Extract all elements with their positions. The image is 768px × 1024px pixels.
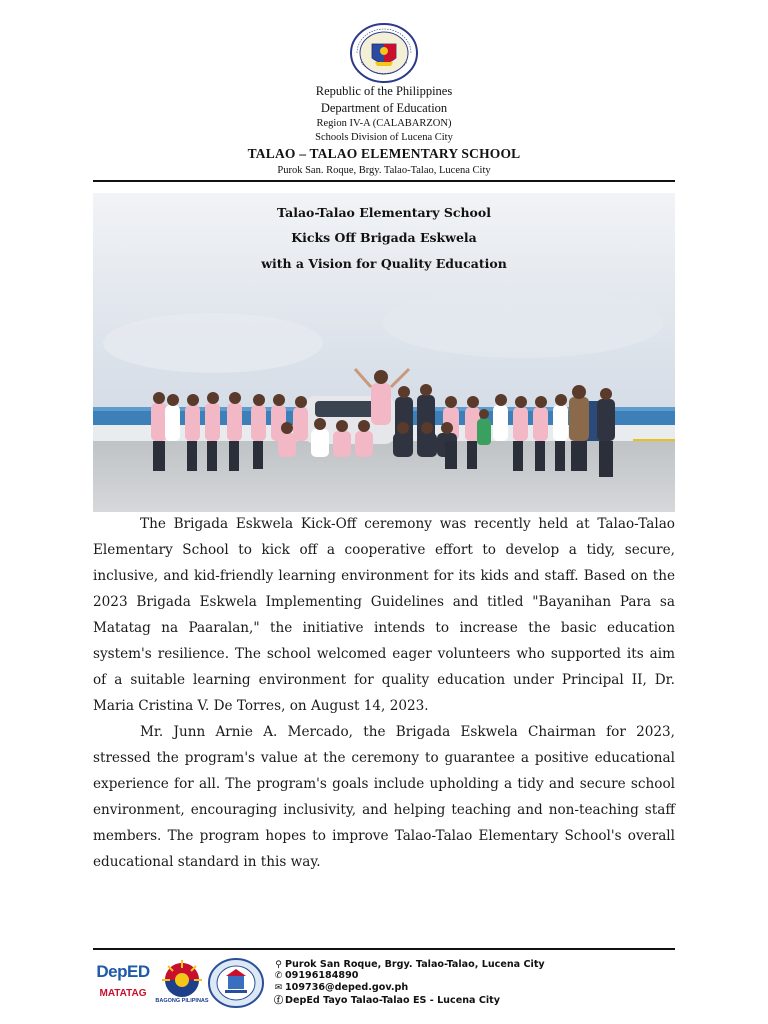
- location-icon: ⚲: [275, 960, 282, 970]
- headline-line-2: Kicks Off Brigada Eskwela: [291, 230, 477, 245]
- deped-matatag-logo: [96, 962, 150, 1006]
- article-paragraph-2: Mr. Junn Arnie A. Mercado, the Brigada Eskwela Chairman for 2023, stressed the program's value at the ceremony to guarantee a positive educational experience for all. The program's goals include upholding a tidy and secure school environment, encouraging inclusivity, and helping teaching and non-teaching staff members. The program hopes to improve Talao-Talao Elementary School's overall educational standard in this way.: [93, 724, 675, 870]
- footer-address: ⚲ Purok San Roque, Brgy. Talao-Talao, Lucena City: [272, 959, 545, 970]
- footer-phone: ✆ 09196184890: [272, 970, 358, 981]
- deped-logo-text: DepED: [96, 962, 150, 981]
- headline-line-3: with a Vision for Quality Education: [261, 256, 507, 271]
- bagong-pilipinas-logo: [155, 958, 209, 1010]
- school-seal-logo: [207, 957, 265, 1009]
- facebook-icon: ⓕ: [273, 996, 283, 1006]
- header-department: Department of Education: [320, 101, 448, 115]
- header-school-name: TALAO – TALAO ELEMENTARY SCHOOL: [247, 146, 521, 161]
- article-paragraph-1: The Brigada Eskwela Kick-Off ceremony was recently held at Talao-Talao Elementary School to kick off a cooperative effort to develop a tidy, secure, inclusive, and kid-friendly learning environment for its kids and staff. Based on the 2023 Brigada Eskwela Implementing Guidelines and titled "Bayanihan Para sa Matatag na Paaralan," the initiative intends to increase the basic education system's resilience. The school welcomed eager volunteers who supported its aim of a suitable learning environment for quality education under Principal II, Dr. Maria Cristina V. De Torres, on August 14, 2023.: [93, 516, 675, 714]
- email-icon: ✉: [274, 983, 283, 993]
- article-body: [93, 511, 675, 875]
- deped-seal-logo: [349, 22, 419, 84]
- phone-icon: ✆: [274, 971, 283, 981]
- footer-email[interactable]: ✉ 109736@deped.gov.ph: [272, 982, 408, 993]
- header-republic: Republic of the Philippines: [315, 84, 453, 98]
- footer-divider: [93, 948, 675, 950]
- header-division: Schools Division of Lucena City: [315, 132, 453, 143]
- headline-line-1: Talao-Talao Elementary School: [277, 205, 491, 220]
- footer-facebook[interactable]: ⓕ DepEd Tayo Talao-Talao ES - Lucena City: [273, 995, 501, 1006]
- sun-icon: [158, 958, 206, 1000]
- header-divider: [93, 180, 675, 182]
- matatag-logo-text: MATATAG: [99, 988, 147, 999]
- event-photo: [93, 193, 675, 512]
- bagong-pilipinas-text: BAGONG PILIPINAS: [155, 998, 209, 1004]
- header-address: Purok San. Roque, Brgy. Talao-Talao, Lucena City: [277, 165, 491, 176]
- header-region: Region IV-A (CALABARZON): [316, 118, 452, 129]
